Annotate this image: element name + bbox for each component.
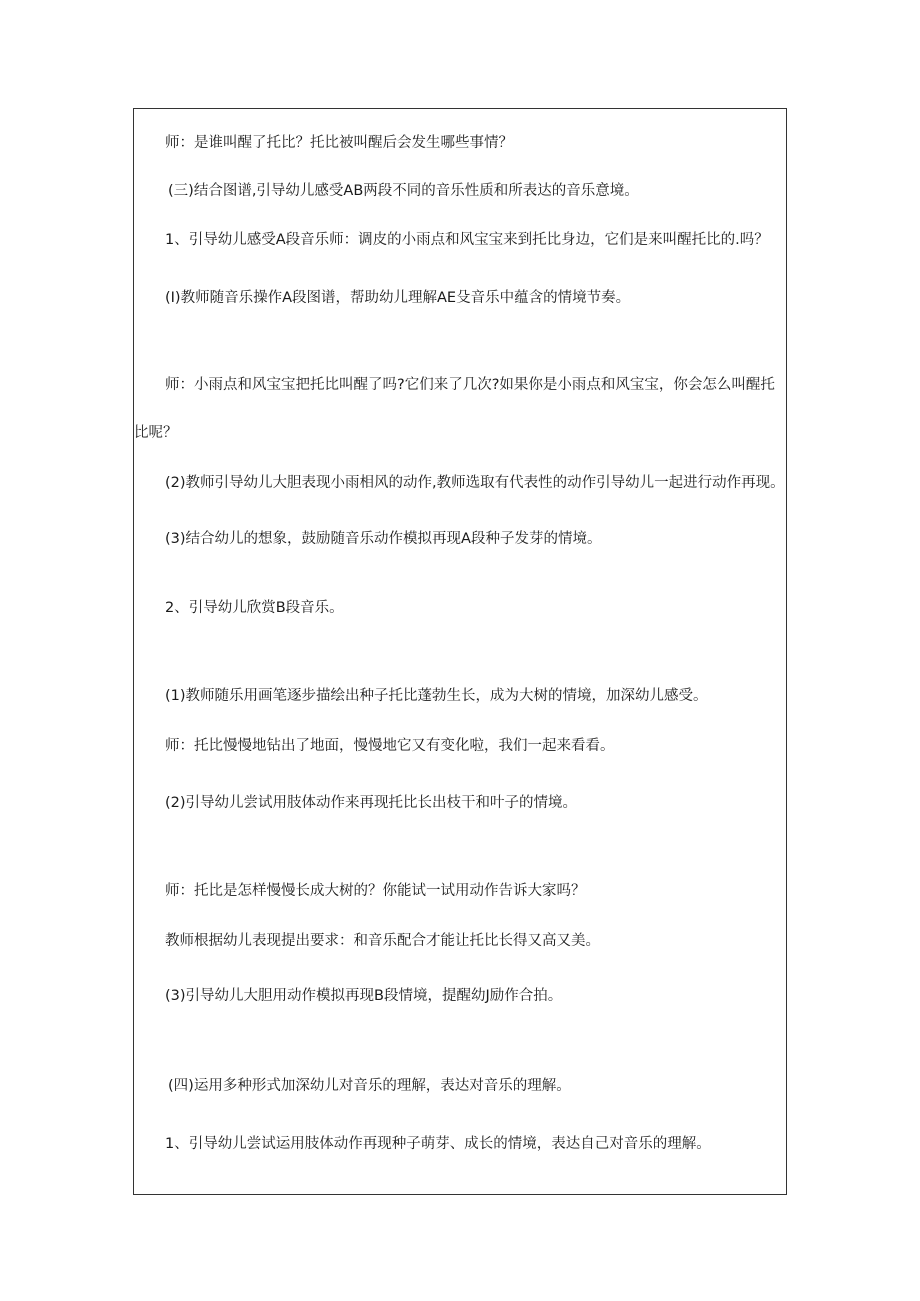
section-heading: (三)结合图谱,引导幼儿感受AB两段不同的音乐性质和所表达的音乐意境。 (168, 183, 639, 199)
paragraph-line: (3)引导幼儿大胆用动作模拟再现B段情境，提醒幼J励作合拍。 (165, 988, 563, 1004)
paragraph-line: 师：托比是怎样慢慢长成大树的？你能试一试用动作告诉大家吗？ (165, 883, 586, 899)
paragraph-line: (3)结合幼儿的想象，鼓励随音乐动作模拟再现A段种子发芽的情境。 (165, 531, 602, 547)
paragraph-line: (2)引导幼儿尝试用肢体动作来再现托比长出枝干和叶子的情境。 (165, 795, 578, 811)
paragraph-line: 1、引导幼儿尝试运用肢体动作再现种子萌芽、成长的情境，表达自己对音乐的理解。 (165, 1136, 711, 1152)
paragraph-line: 师：是谁叫醒了托比？托比被叫醒后会发生哪些事情？ (165, 135, 513, 151)
paragraph-line: 2、引导幼儿欣赏B段音乐。 (165, 600, 344, 616)
paragraph-line: 师：托比慢慢地钻出了地面，慢慢地它又有变化啦，我们一起来看看。 (165, 738, 615, 754)
paragraph-line: (2)教师引导幼儿大胆表现小雨相风的动作,教师选取有代表性的动作引导幼儿一起进行动作再现。 (165, 475, 785, 491)
section-heading: (四)运用多种形式加深幼儿对音乐的理解，表达对音乐的理解。 (168, 1078, 571, 1094)
content-table-cell (133, 108, 787, 1195)
paragraph-line: 1、引导幼儿感受A段音乐师：调皮的小雨点和风宝宝来到托比身边，它们是来叫醒托比的.吗？ (165, 232, 769, 248)
paragraph-line: 师：小雨点和风宝宝把托比叫醒了吗?它们来了几次?如果你是小雨点和风宝宝，你会怎么叫醒托 (165, 377, 775, 393)
paragraph-line: (1)教师随乐用画笔逐步描绘出种子托比蓬勃生长，成为大树的情境，加深幼儿感受。 (165, 688, 708, 704)
paragraph-line: (I)教师随音乐操作A段图谱，帮助幼儿理解AE殳音乐中蕴含的情境节奏。 (165, 290, 631, 306)
paragraph-line: 教师根据幼儿表现提出要求：和音乐配合才能让托比长得又高又美。 (165, 933, 600, 949)
paragraph-line: 比呢？ (134, 425, 178, 441)
